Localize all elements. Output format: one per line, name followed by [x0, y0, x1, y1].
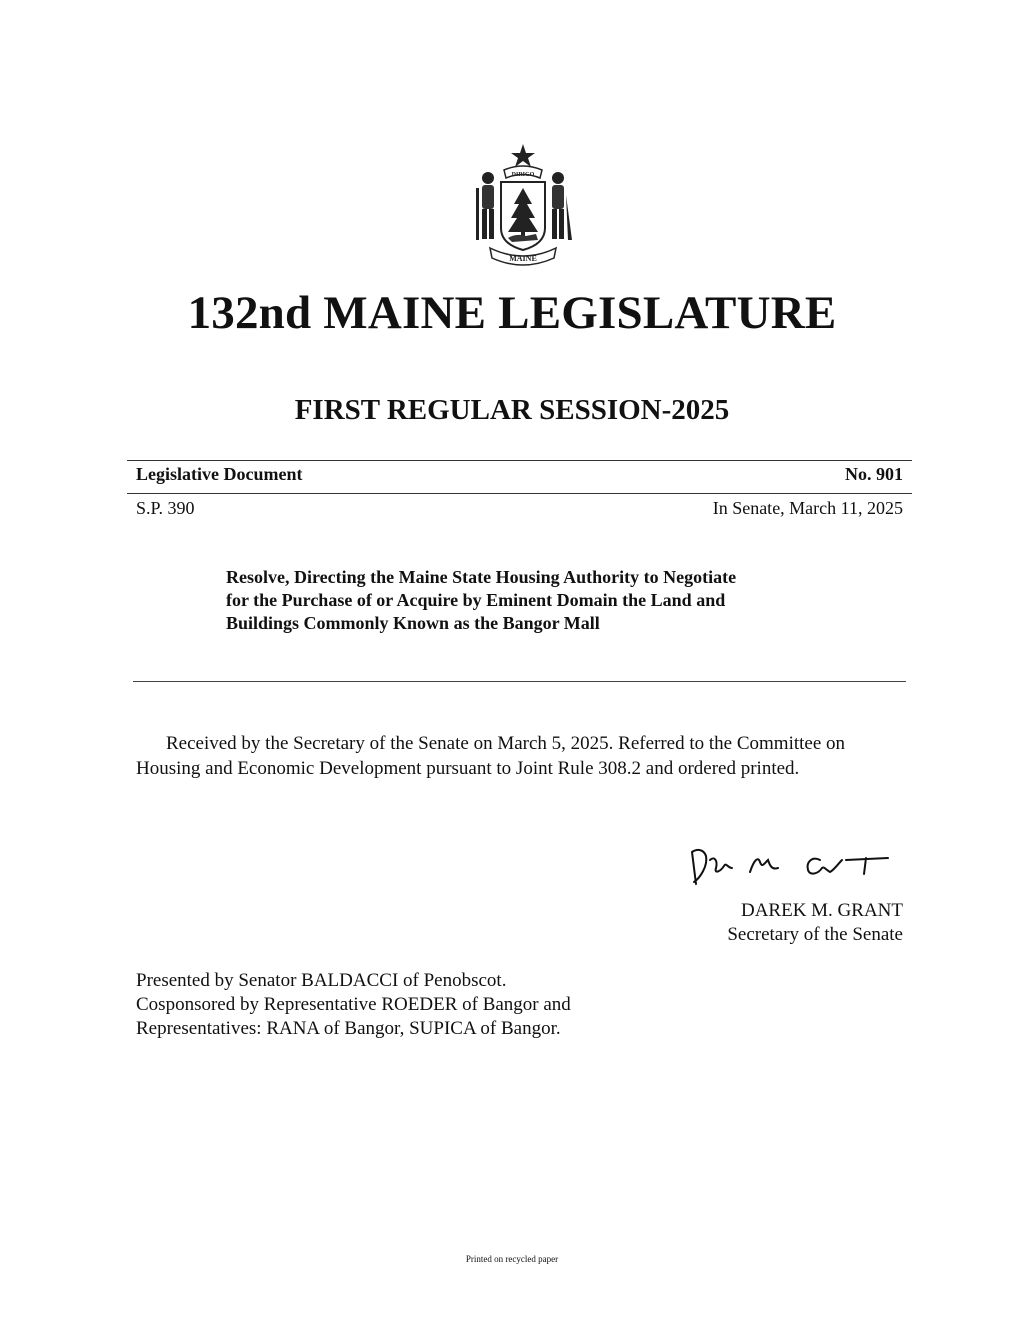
referral-paragraph: Received by the Secretary of the Senate on March 5, 2025. Referred to the Committee on Housing and Economic Development pursuant to Joint Rule 308.2 and ordered printed. [136, 733, 846, 779]
resolve-title-line: Resolve, Directing the Maine State Housing Authority to Negotiate [226, 567, 737, 587]
resolve-title-line: Buildings Commonly Known as the Bangor Mall [226, 613, 600, 633]
legislature-title: 132nd MAINE LEGISLATURE [187, 287, 837, 339]
secretary-signature [688, 838, 903, 898]
session-title: FIRST REGULAR SESSION-2025 [294, 394, 730, 426]
resolve-bottom-rule [133, 681, 906, 682]
senate-date: In Senate, March 11, 2025 [712, 498, 903, 518]
recycled-paper-note: Printed on recycled paper [465, 1254, 559, 1264]
seal-state-name-text: MAINE [509, 254, 537, 263]
senate-paper-row [136, 497, 903, 519]
signatory-title: Secretary of the Senate [727, 924, 903, 945]
seal-motto-text: DIRIGO [511, 172, 535, 178]
senate-paper-number: S.P. 390 [136, 498, 195, 518]
maine-state-seal [468, 140, 578, 272]
document-type-label: Legislative Document [136, 464, 303, 484]
representatives-line: Representatives: RANA of Bangor, SUPICA of Bangor. [136, 1018, 561, 1039]
document-number: No. 901 [845, 464, 903, 484]
document-type-row [136, 463, 903, 485]
header-mid-rule [127, 493, 912, 494]
cosponsored-by-line: Cosponsored by Representative ROEDER of Bangor and [136, 994, 571, 1015]
resolve-title [226, 566, 846, 635]
sponsors-block [136, 969, 571, 1041]
signatory-name: DAREK M. GRANT [740, 900, 903, 921]
presented-by-line: Presented by Senator BALDACCI of Penobscot. [136, 970, 507, 991]
resolve-title-line: for the Purchase of or Acquire by Eminent Domain the Land and [226, 590, 726, 610]
header-top-rule [127, 460, 912, 461]
